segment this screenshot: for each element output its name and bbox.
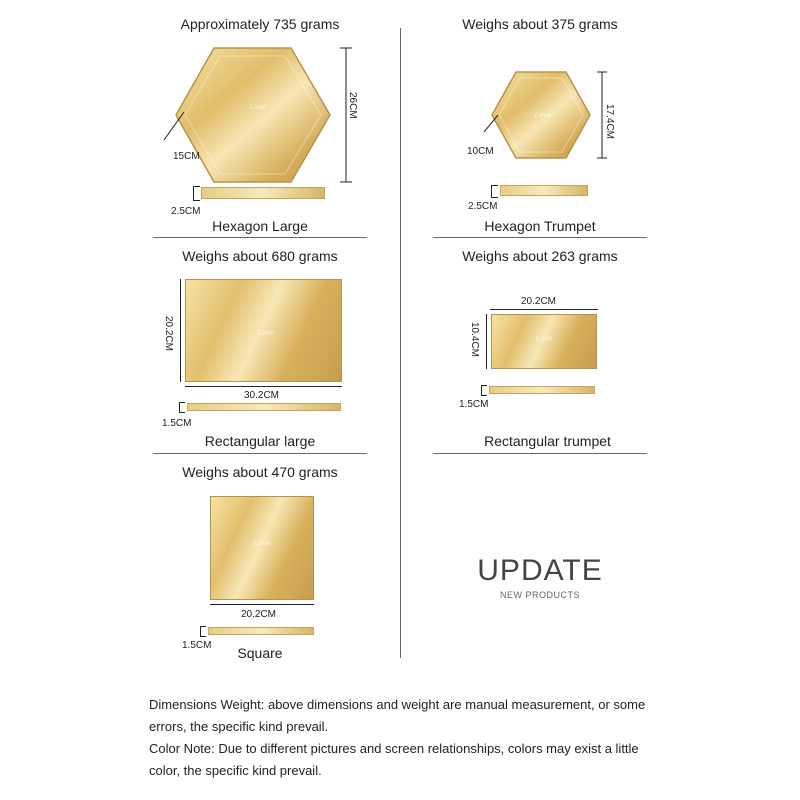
square-logo: Love	[253, 539, 271, 547]
square-width-label: 20.2CM	[241, 609, 277, 620]
rectangular-large-height-label: 20.2CM	[163, 316, 174, 352]
rectangular-trumpet-thickness-label: 1.5CM	[459, 399, 489, 410]
section-divider	[433, 237, 647, 238]
hexagon-large-logo: Love	[249, 103, 267, 111]
note-line-4: color, the specific kind prevail.	[149, 763, 322, 778]
square-weight: Weighs about 470 grams	[182, 464, 338, 480]
square-side-view	[208, 627, 314, 635]
hexagon-trumpet-name: Hexagon Trumpet	[484, 218, 596, 234]
hexagon-large-side-view	[201, 187, 325, 199]
rectangular-large-width-label: 30.2CM	[244, 390, 280, 401]
height-dimension-line	[180, 279, 181, 382]
rectangular-trumpet-name: Rectangular trumpet	[484, 433, 611, 449]
hexagon-large-height-label: 26CM	[347, 92, 358, 119]
height-dimension-line	[486, 314, 487, 369]
square-thickness-label: 1.5CM	[182, 640, 212, 651]
note-line-3: Color Note: Due to different pictures and screen relationships, colors may exist a little	[149, 741, 639, 756]
rectangular-large-weight: Weighs about 680 grams	[182, 248, 338, 264]
hexagon-large-tray	[150, 40, 370, 190]
thickness-marker	[481, 385, 487, 396]
center-divider	[400, 28, 401, 658]
width-dimension-line	[210, 604, 314, 605]
rectangular-trumpet-side-view	[489, 386, 595, 394]
section-divider	[433, 453, 647, 454]
thickness-marker	[179, 402, 185, 413]
update-subtitle: NEW PRODUCTS	[500, 590, 580, 600]
rectangular-large-logo: Love	[257, 329, 275, 337]
rectangular-large-name: Rectangular large	[204, 433, 316, 449]
note-line-1: Dimensions Weight: above dimensions and weight are manual measurement, or some	[149, 697, 646, 712]
square-name: Square	[237, 645, 283, 661]
width-dimension-line	[185, 386, 342, 387]
hexagon-trumpet-thickness-label: 2.5CM	[468, 201, 498, 212]
hexagon-large-side-label: 15CM	[173, 151, 200, 162]
section-divider	[153, 237, 367, 238]
thickness-marker	[491, 185, 498, 198]
section-divider	[153, 453, 367, 454]
rectangular-large-side-view	[187, 403, 341, 411]
width-dimension-line	[490, 309, 598, 310]
hexagon-trumpet-height-label: 17.4CM	[604, 104, 615, 140]
rectangular-trumpet-height-label: 10.4CM	[469, 322, 480, 358]
hexagon-trumpet-tray	[470, 70, 620, 175]
thickness-marker	[200, 626, 206, 637]
rectangular-trumpet-weight: Weighs about 263 grams	[462, 248, 618, 264]
update-title: UPDATE	[477, 554, 603, 587]
hexagon-trumpet-weight: Weighs about 375 grams	[462, 16, 618, 32]
hexagon-large-name: Hexagon Large	[212, 218, 308, 234]
hexagon-large-thickness-label: 2.5CM	[171, 206, 201, 217]
square-tray	[210, 496, 314, 600]
hexagon-trumpet-side-label: 10CM	[467, 146, 494, 157]
thickness-marker	[193, 186, 200, 201]
hexagon-large-weight: Approximately 735 grams	[180, 16, 340, 32]
note-line-2: errors, the specific kind prevail.	[149, 719, 329, 734]
hexagon-trumpet-side-view	[500, 185, 588, 196]
rectangular-large-thickness-label: 1.5CM	[162, 418, 192, 429]
rectangular-trumpet-logo: Love	[535, 335, 553, 343]
rectangular-trumpet-width-label: 20.2CM	[521, 296, 557, 307]
hexagon-trumpet-logo: Love	[534, 111, 552, 119]
